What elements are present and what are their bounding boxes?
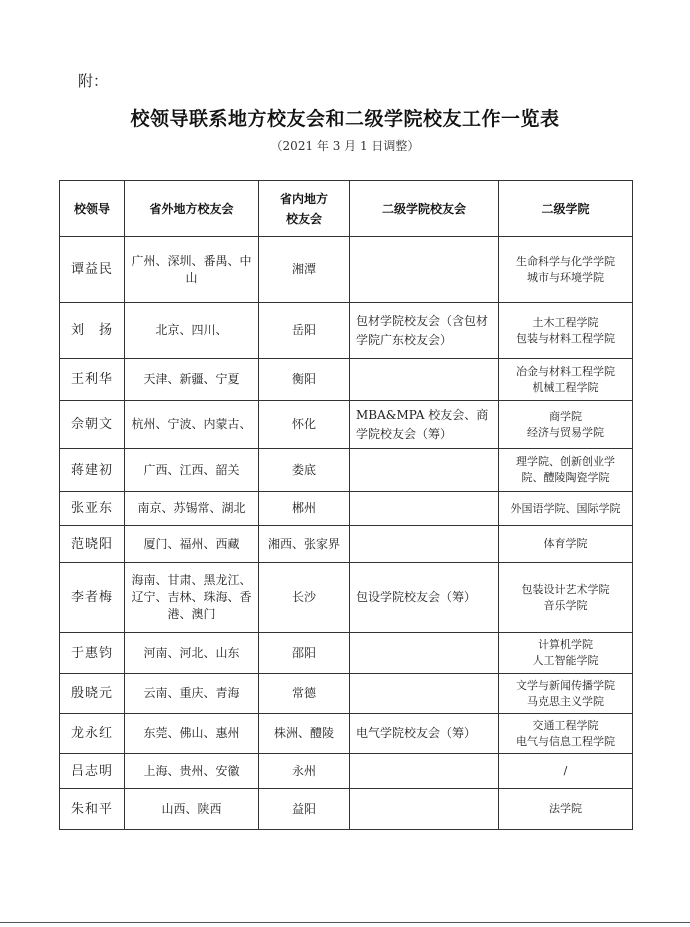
cell-outside: 河南、河北、山东: [125, 633, 259, 674]
header-inside-line1: 省内地方: [279, 191, 328, 206]
college-line: 机械工程学院: [532, 380, 599, 394]
cell-college: [499, 526, 633, 563]
cell-leader: 于惠钧: [60, 633, 125, 674]
cell-inside: 湘潭: [259, 237, 350, 303]
college-line: 文学与新闻传播学院: [516, 678, 615, 692]
cell-inside: 怀化: [259, 401, 350, 449]
college-line: 电气与信息工程学院: [516, 734, 615, 748]
table-row: [60, 449, 633, 492]
cell-leader: 殷晓元: [60, 674, 125, 714]
cell-leader: 朱和平: [60, 789, 125, 830]
college-line: 包装与材料工程学院: [516, 331, 615, 345]
cell-college: [499, 674, 633, 714]
cell-alumni: [350, 789, 499, 830]
cell-outside: 南京、苏锡常、湖北: [125, 492, 259, 526]
table-row: [60, 237, 633, 303]
table-row: [60, 492, 633, 526]
table-row: [60, 303, 633, 359]
cell-inside: 郴州: [259, 492, 350, 526]
cell-college: [499, 633, 633, 674]
table-row: [60, 789, 633, 830]
cell-inside: 娄底: [259, 449, 350, 492]
college-line: 冶金与材料工程学院: [516, 364, 615, 378]
cell-college: [499, 401, 633, 449]
header-outside-alumni: 省外地方校友会: [125, 181, 259, 237]
table-row: [60, 563, 633, 633]
table-row: [60, 674, 633, 714]
cell-alumni: 包设学院校友会（筹）: [350, 563, 499, 633]
cell-leader: 王利华: [60, 359, 125, 401]
cell-leader: 范晓阳: [60, 526, 125, 563]
cell-outside: 广西、江西、韶关: [125, 449, 259, 492]
cell-alumni: [350, 526, 499, 563]
college-line: 城市与环境学院: [527, 270, 604, 284]
cell-college: [499, 449, 633, 492]
cell-college: [499, 789, 633, 830]
table-header-row: [60, 181, 633, 237]
cell-outside: 云南、重庆、青海: [125, 674, 259, 714]
cell-college: [499, 563, 633, 633]
cell-outside: 广州、深圳、番禺、中山: [125, 237, 259, 303]
college-line: 法学院: [549, 802, 582, 815]
college-line: 院、醴陵陶瓷学院: [521, 471, 610, 484]
cell-college: [499, 359, 633, 401]
cell-inside: 永州: [259, 754, 350, 789]
cell-outside: 厦门、福州、西藏: [125, 526, 259, 563]
page-bottom-divider: [0, 922, 690, 923]
cell-alumni: MBA&MPA 校友会、商学院校友会（筹）: [350, 401, 499, 449]
college-line: 理学院、创新创业学: [516, 455, 615, 468]
cell-outside: 山西、陕西: [125, 789, 259, 830]
college-line: 人工智能学院: [532, 654, 599, 667]
cell-alumni: [350, 633, 499, 674]
cell-outside: 北京、四川、: [125, 303, 259, 359]
cell-inside: 邵阳: [259, 633, 350, 674]
cell-outside: 上海、贵州、安徽: [125, 754, 259, 789]
cell-alumni: [350, 359, 499, 401]
cell-inside: 株洲、醴陵: [259, 714, 350, 754]
table-row: [60, 714, 633, 754]
cell-outside: 海南、甘肃、黑龙江、辽宁、吉林、珠海、香港、澳门: [125, 563, 259, 633]
cell-leader: 吕志明: [60, 754, 125, 789]
college-line: 外国语学院、国际学院: [510, 501, 621, 515]
table-row: [60, 633, 633, 674]
college-line: 交通工程学院: [532, 718, 599, 732]
cell-alumni: [350, 449, 499, 492]
attachment-label: 附：: [78, 72, 109, 90]
cell-leader: 蒋建初: [60, 449, 125, 492]
cell-inside: 湘西、张家界: [259, 526, 350, 563]
cell-inside: 长沙: [259, 563, 350, 633]
college-line: 土木工程学院: [532, 315, 599, 329]
cell-alumni: [350, 674, 499, 714]
header-inside-line2: 校友会: [285, 211, 322, 226]
cell-outside: 东莞、佛山、惠州: [125, 714, 259, 754]
table-row: [60, 754, 633, 789]
cell-inside: 常德: [259, 674, 350, 714]
cell-college: [499, 237, 633, 303]
cell-leader: 李者梅: [60, 563, 125, 633]
cell-college: [499, 754, 633, 789]
college-line: 音乐学院: [543, 598, 588, 612]
cell-inside: 益阳: [259, 789, 350, 830]
header-college: 二级学院: [499, 181, 633, 237]
cell-outside: 杭州、宁波、内蒙古、: [125, 401, 259, 449]
cell-alumni: [350, 754, 499, 789]
cell-alumni: 包材学院校友会（含包材学院广东校友会）: [350, 303, 499, 359]
page-title: 校领导联系地方校友会和二级学院校友工作一览表: [130, 108, 560, 130]
cell-inside: 岳阳: [259, 303, 350, 359]
table-row: [60, 359, 633, 401]
college-line: 包装设计艺术学院: [521, 582, 610, 596]
cell-inside: 衡阳: [259, 359, 350, 401]
college-line: 生命科学与化学学院: [516, 254, 615, 268]
college-line: 计算机学院: [538, 638, 593, 651]
cell-alumni: 电气学院校友会（筹）: [350, 714, 499, 754]
cell-college: [499, 492, 633, 526]
page-subtitle: （2021 年 3 月 1 日调整）: [270, 139, 420, 153]
cell-alumni: [350, 237, 499, 303]
cell-college: [499, 303, 633, 359]
header-leader: 校领导: [60, 181, 125, 237]
leader-contact-table: [59, 180, 633, 830]
cell-leader: 张亚东: [60, 492, 125, 526]
college-line: 马克思主义学院: [527, 694, 604, 708]
college-line: /: [563, 764, 568, 777]
cell-college: [499, 714, 633, 754]
college-line: 商学院: [549, 409, 582, 423]
table-row: [60, 526, 633, 563]
header-college-alumni: 二级学院校友会: [350, 181, 499, 237]
cell-outside: 天津、新疆、宁夏: [125, 359, 259, 401]
cell-leader: 谭益民: [60, 237, 125, 303]
cell-leader: 刘 扬: [60, 303, 125, 359]
college-line: 体育学院: [543, 537, 588, 550]
cell-leader: 佘朝文: [60, 401, 125, 449]
cell-leader: 龙永红: [60, 714, 125, 754]
college-line: 经济与贸易学院: [527, 425, 604, 439]
table-row: [60, 401, 633, 449]
cell-alumni: [350, 492, 499, 526]
header-inside-alumni: [259, 181, 350, 237]
